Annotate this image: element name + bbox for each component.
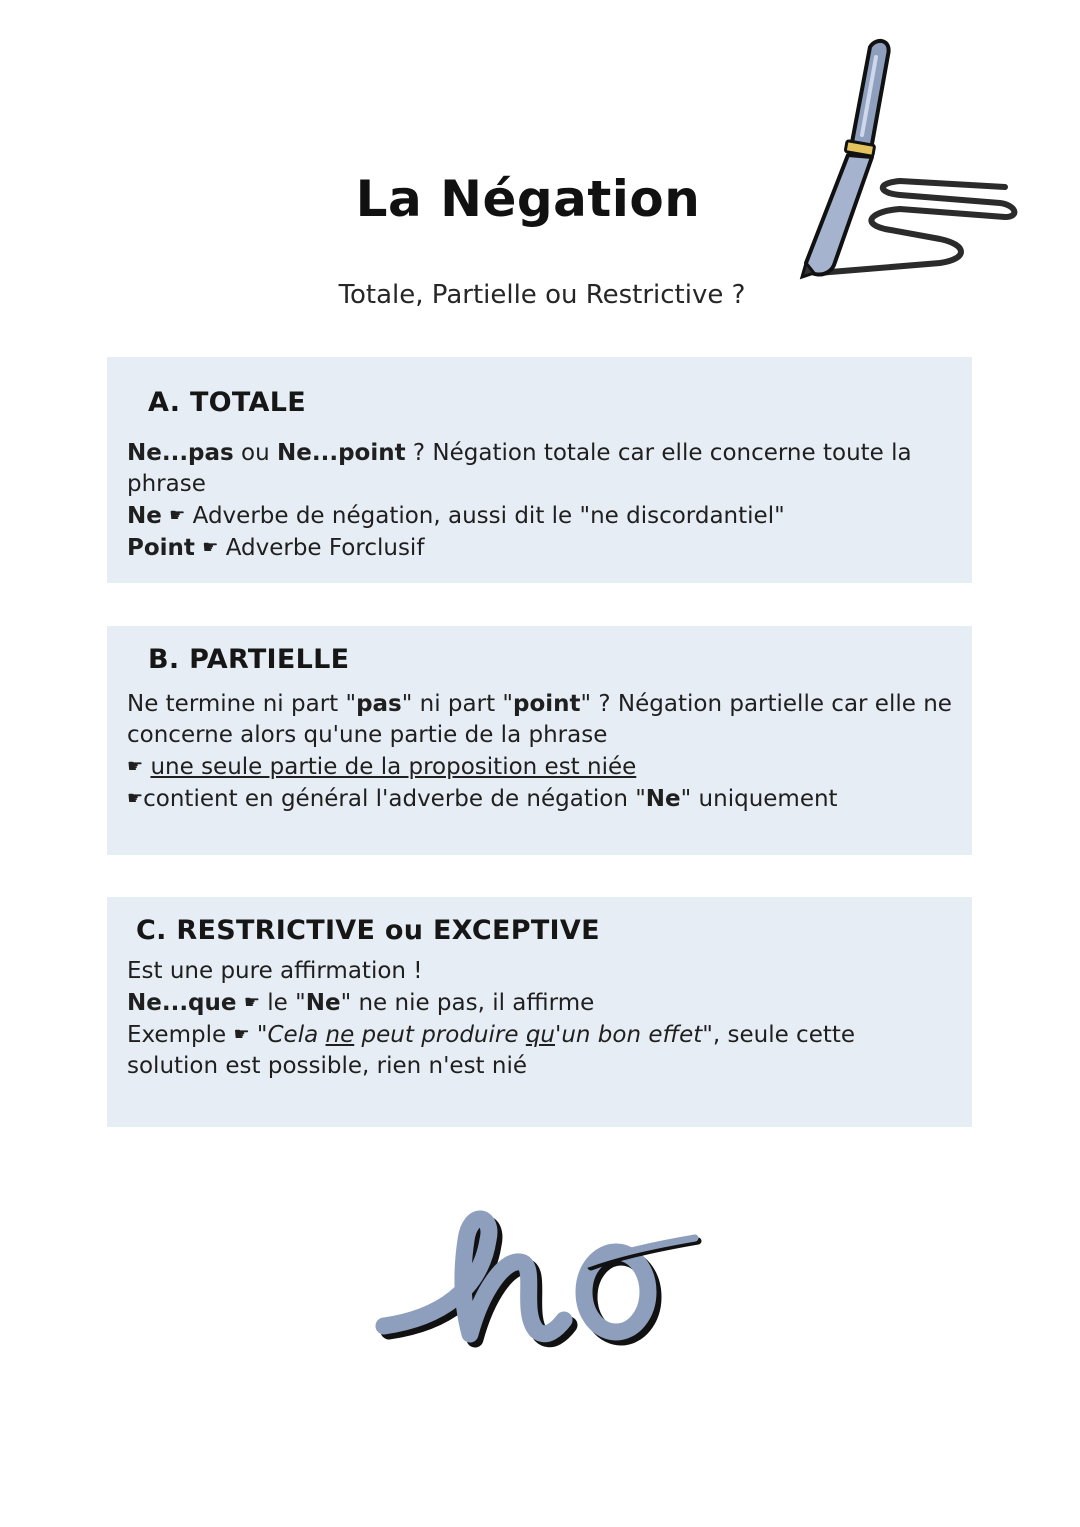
page-title: La Négation xyxy=(355,170,701,228)
partielle-definition: Ne termine ni part "pas" ni part "point" ? Négation partielle car elle ne concerne alors qu'une partie de la phrase xyxy=(127,691,952,748)
section-heading-partielle: B. PARTIELLE xyxy=(148,644,350,675)
restrictive-example: Exemple ☛ "Cela ne peut produire qu'un bon effet", seule cette solution est possible, rien n'est nié xyxy=(127,1022,856,1079)
page-subtitle: Totale, Partielle ou Restrictive ? xyxy=(338,280,746,310)
pointing-hand-icon: ☛ xyxy=(202,537,219,558)
pen-icon xyxy=(790,35,1020,285)
term-ne-pas: Ne...pas xyxy=(127,440,234,466)
totale-definition: Ne...pas ou Ne...point ? Négation totale car elle concerne toute la phrase xyxy=(127,440,912,497)
section-restrictive xyxy=(107,897,972,1127)
pointing-hand-icon: ☛ xyxy=(127,756,144,777)
partielle-point-2: ☛contient en général l'adverbe de négation "Ne" uniquement xyxy=(127,786,838,812)
restrictive-definition: Est une pure affirmation ! xyxy=(127,958,423,984)
pointing-hand-icon: ☛ xyxy=(169,505,186,526)
section-heading-totale: A. TOTALE xyxy=(148,387,306,418)
pointing-hand-icon: ☛ xyxy=(243,992,260,1013)
totale-point-line: Point ☛ Adverbe Forclusif xyxy=(127,535,425,561)
restrictive-ne-que-line: Ne...que ☛ le "Ne" ne nie pas, il affirme xyxy=(127,990,595,1016)
no-lettering xyxy=(370,1200,710,1350)
section-totale xyxy=(107,357,972,583)
section-heading-restrictive: C. RESTRICTIVE ou EXCEPTIVE xyxy=(136,915,600,946)
totale-ne-line: Ne ☛ Adverbe de négation, aussi dit le "ne discordantiel" xyxy=(127,503,785,529)
pointing-hand-icon: ☛ xyxy=(127,788,144,809)
term-ne-point: Ne...point xyxy=(277,440,406,466)
pointing-hand-icon: ☛ xyxy=(233,1024,250,1045)
section-partielle xyxy=(107,626,972,855)
partielle-point-1: ☛ une seule partie de la proposition est niée xyxy=(127,754,637,780)
